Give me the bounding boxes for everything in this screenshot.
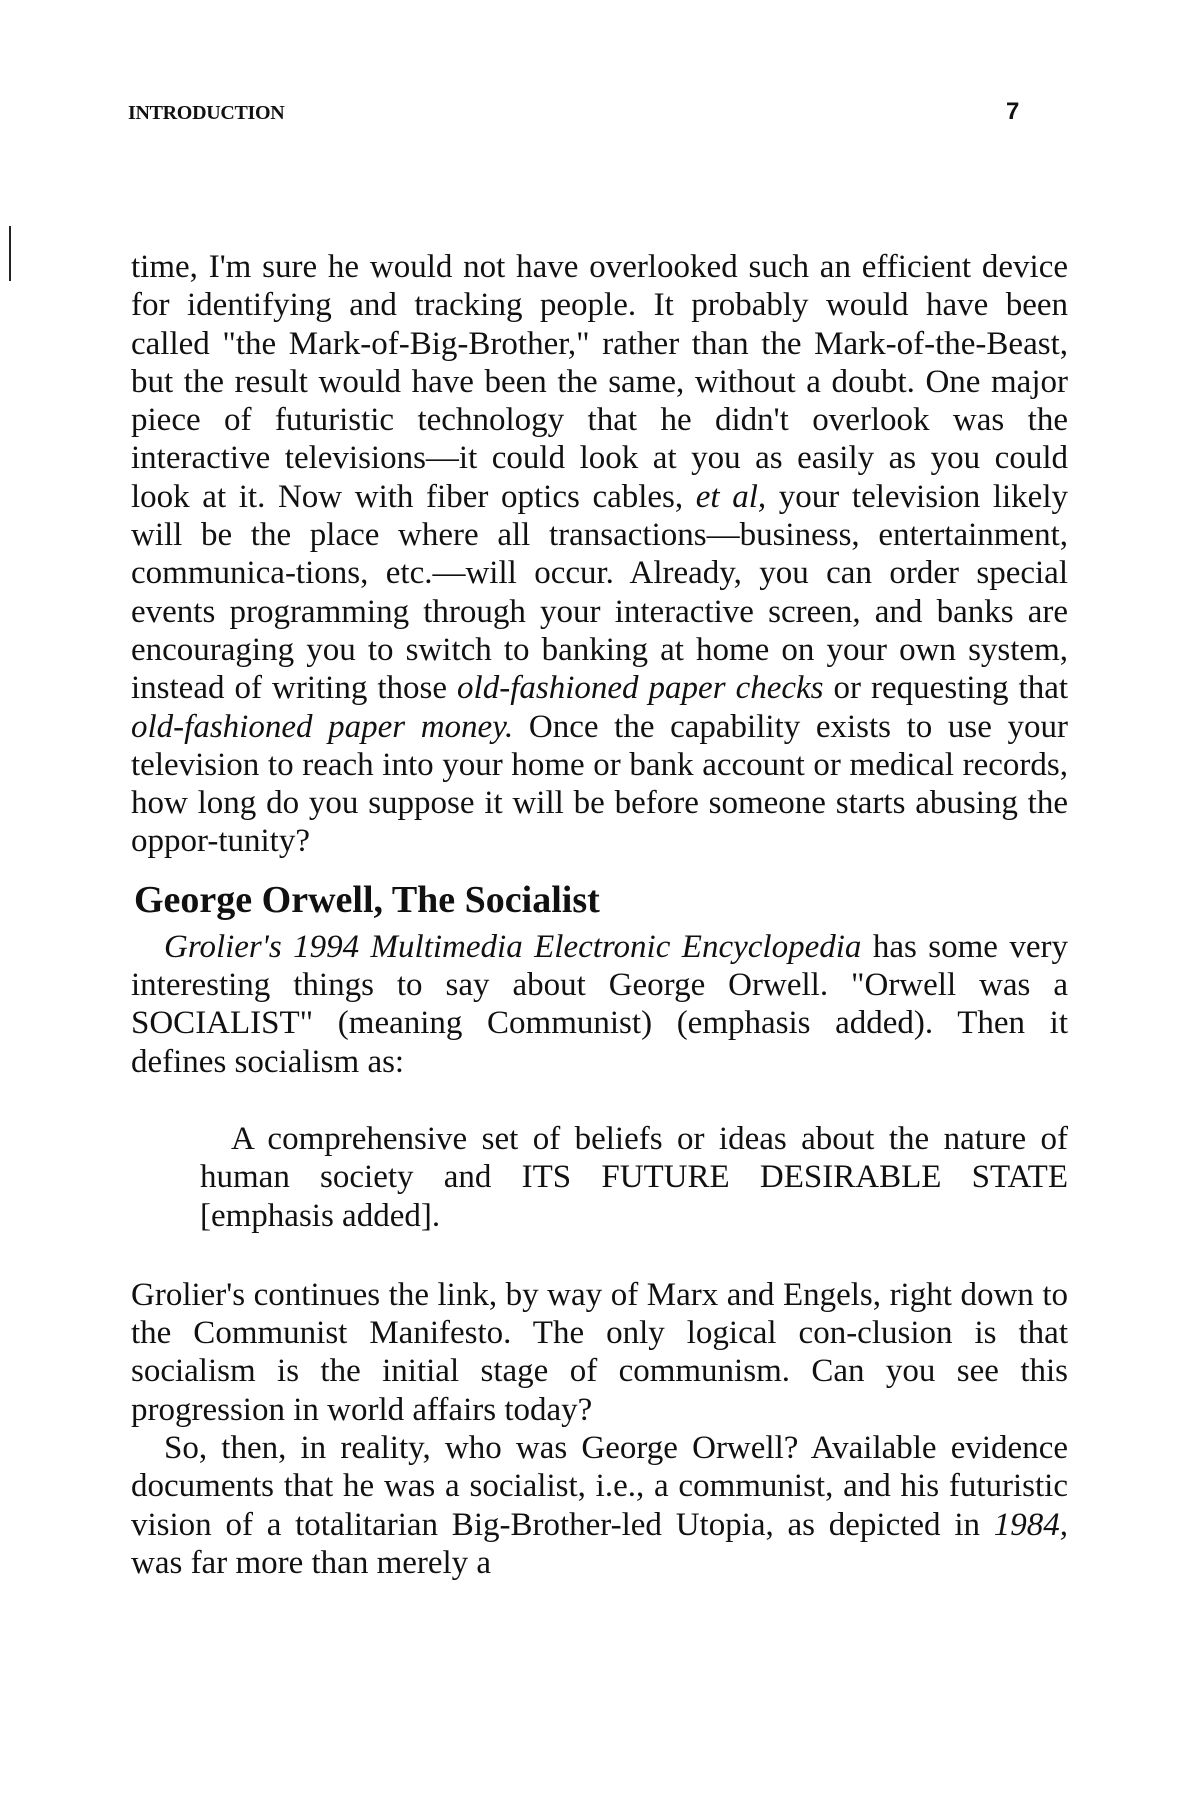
margin-mark [9,226,11,281]
page-number: 7 [1006,98,1020,125]
paragraph-3: Grolier's continues the link, by way of Marx and Engels, right down to the Communist Manifesto. The only logical con-clusion is that socialism is the initial stage of communism. Can you see this progression in world affairs today? [131,1276,1068,1428]
paragraph-1-text-4: Once the capability exists to use your television to reach into your home or bank account or medical records, how long do you suppose it will be before someone starts abusing the oppor-tunity? [131,708,1069,860]
paragraph-4-text-1: So, then, in reality, who was George Orwell? Available evidence documents that he was a socialist, i.e., a communist, and his futuristic vision of a totalitarian Big-Brother-led Utopia, as depicted in [131,1430,1068,1543]
paragraph-4-text-2: was far more than merely a [131,1544,492,1581]
paragraph-1-text-2: your television likely will be the place where all transactions—business, entertainment, communica-tions, etc.—will occur. Already, you can order special events programming through your interactive screen, and banks are encouraging you to switch to banking at home on your own system, instead of writing those [131,478,1069,707]
block-quote-rest: nature of human society and ITS FUTURE DESIRABLE STATE [emphasis added]. [200,1120,1069,1234]
paragraph-1 [131,248,1068,861]
text-body [131,248,1068,1582]
running-head: INTRODUCTION [128,102,285,124]
block-quote [200,1120,1068,1235]
paragraph-1-emphasis-1: et al, [695,478,767,515]
paragraph-2-emphasis-1: Grolier's 1994 Multimedia Electronic Encyclopedia [164,928,862,965]
paragraph-2 [131,928,1068,1081]
paragraph-2-text-1: has some very interesting things to say about George Orwell. "Orwell was a SOCIALIST" (meaning Communist) (emphasis added). Then it defines socialism as: [131,928,1068,1080]
block-quote-lead: A comprehensive set of beliefs or ideas about the [231,1120,930,1157]
paragraph-1-text-3: or requesting that [823,670,1069,707]
paragraph-4 [131,1429,1068,1582]
section-heading: George Orwell, The Socialist [134,878,600,921]
paragraph-1-emphasis-2: old-fashioned paper checks [457,670,824,707]
paragraph-4-emphasis-1: 1984, [993,1506,1068,1543]
paragraph-1-text-1: time, I'm sure he would not have overlooked such an efficient device for identifying and tracking people. It probably would have been called "the Mark-of-Big-Brother," rather than the Mark-of-the-Beast, but the result would have been the same, without a doubt. One major piece of futuristic technology that he didn't overlook was the interactive televisions—it could look at you as easily as you could look at it. Now with fiber optics cables, [131,249,1068,515]
paragraph-1-emphasis-3: old-fashioned paper money. [131,708,514,745]
